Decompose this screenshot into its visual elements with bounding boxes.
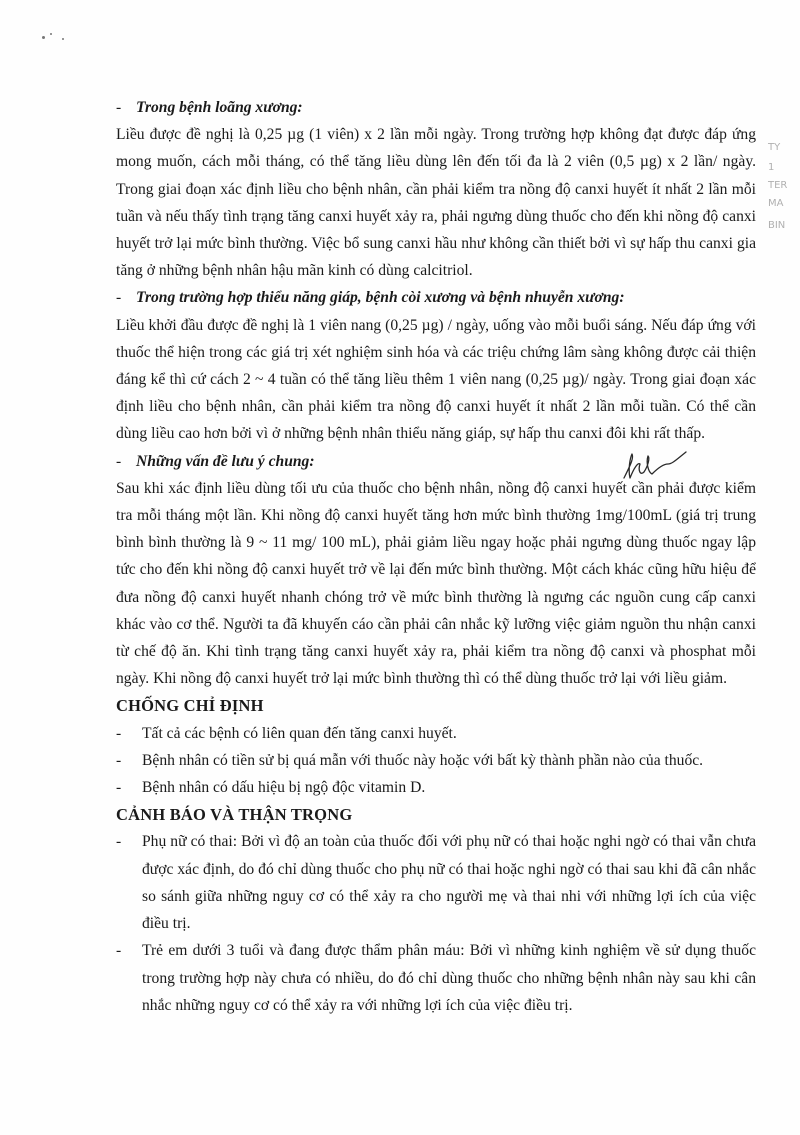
list-item bbox=[116, 720, 756, 747]
osteoporosis-paragraph: Liều được đề nghị là 0,25 µg (1 viên) x 2 lần mỗi ngày. Trong trường hợp không đạt được đáp ứng mong muốn, cách mỗi tháng, có thể tăng liều dùng lên đến tối đa là 2 viên (0,5 µg) x 2 lần/ ngày. Trong giai đoạn xác định liều cho bệnh nhân, cần phải kiểm tra nồng độ canxi huyết ít nhất 2 lần mỗi tuần và nếu thấy tình trạng tăng canxi huyết xảy ra, phải ngưng dùng thuốc cho đến khi nồng độ canxi huyết trở lại mức bình thường. Việc bổ sung canxi hầu như không cần thiết bởi vì sự hấp thu canxi gia tăng ở những bệnh nhân hậu mãn kinh có dùng calcitriol. bbox=[116, 126, 756, 280]
scan-speck bbox=[50, 33, 52, 35]
contraindication-text: Bệnh nhân có tiền sử bị quá mẫn với thuốc này hoặc với bất kỳ thành phần nào của thuốc. bbox=[142, 751, 704, 769]
warnings-heading: CẢNH BÁO VÀ THẬN TRỌNG bbox=[116, 805, 353, 825]
document-body bbox=[116, 94, 756, 1019]
general-notes-heading: Những vấn đề lưu ý chung: bbox=[136, 452, 315, 470]
stamp-fragment: TY bbox=[768, 142, 781, 153]
warning-text: Trẻ em dưới 3 tuổi và đang được thẩm phân máu: Bởi vì những kinh nghiệm về sử dụng thuốc trong trường hợp này chưa có nhiều, do đó chỉ dùng thuốc cho những bệnh nhân này sau khi cân nhắc những nguy cơ có thể xảy ra với những lợi ích của việc điều trị. bbox=[142, 942, 756, 1014]
list-item bbox=[116, 828, 756, 937]
list-item bbox=[116, 937, 756, 1019]
list-item bbox=[116, 774, 756, 801]
scan-speck bbox=[62, 38, 64, 40]
contraindication-text: Tất cả các bệnh có liên quan đến tăng canxi huyết. bbox=[142, 724, 457, 742]
bullet-dash: - bbox=[116, 99, 122, 116]
margin-stamp bbox=[760, 100, 800, 250]
osteoporosis-heading: Trong bệnh loãng xương: bbox=[136, 99, 303, 116]
bullet-dash: - bbox=[116, 452, 122, 470]
stamp-fragment: MA bbox=[768, 198, 784, 209]
bullet-dash: - bbox=[116, 779, 122, 797]
hypoparathyroidism-paragraph: Liều khởi đầu được đề nghị là 1 viên nang (0,25 µg) / ngày, uống vào mỗi buổi sáng. Nếu đáp ứng với thuốc thể hiện trong các giá trị xét nghiệm sinh hóa và các triệu chứng lâm sàng không được cải thiện đáng kể thì cứ cách 2 ~ 4 tuần có thể tăng liều thêm 1 viên nang (0,25 µg)/ ngày. Trong giai đoạn xác định liều cho bệnh nhân, cần phải kiểm tra nồng độ canxi huyết ít nhất 2 lần mỗi tuần. Có thể cần dùng liều cao hơn bởi vì ở những bệnh nhân thiểu năng giáp, sự hấp thu canxi đôi khi rất thấp. bbox=[116, 316, 756, 443]
scan-speck bbox=[42, 36, 45, 39]
section-subheading bbox=[116, 94, 756, 121]
warning-text: Phụ nữ có thai: Bởi vì độ an toàn của thuốc đối với phụ nữ có thai hoặc nghi ngờ có thai vẫn chưa được xác định, do đó chỉ dùng thuốc cho phụ nữ có thai hoặc nghi ngờ có thai sau khi đã cân nhắc so sánh giữa những nguy cơ có thể xảy ra cho người mẹ và thai nhi với những lợi ích của việc điều trị. bbox=[142, 833, 756, 933]
general-notes-paragraph: Sau khi xác định liều dùng tối ưu của thuốc cho bệnh nhân, nồng độ canxi huyết cần phải được kiểm tra mỗi tháng một lần. Khi nồng độ canxi huyết tăng hơn mức bình thường 1mg/100mL (giá trị trung bình bình thường là 9 ~ 11 mg/ 100 mL), phải giảm liều ngay hoặc phải ngưng dùng thuốc ngay lập tức cho đến khi nồng độ canxi huyết trở về lại đến mức bình thường. Một cách khác cũng hữu hiệu để đưa nồng độ canxi huyết nhanh chóng trở về mức bình thường là ngưng các nguồn cung cấp canxi khác vào cơ thể. Người ta đã khuyến cáo cần phải cân nhắc kỹ lưỡng việc giảm nguồn thu nhận canxi từ chế độ ăn. Khi tình trạng tăng canxi huyết xảy ra, phải kiểm tra nồng độ canxi và phosphat mỗi ngày. Khi nồng độ canxi huyết trở lại mức bình thường thì có thể dùng thuốc trở lại với liều giảm. bbox=[116, 479, 756, 688]
contraindication-text: Bệnh nhân có dấu hiệu bị ngộ độc vitamin D. bbox=[142, 779, 426, 797]
list-item bbox=[116, 747, 756, 774]
bullet-dash: - bbox=[116, 942, 122, 960]
section-subheading bbox=[116, 284, 756, 311]
hypoparathyroidism-heading: Trong trường hợp thiểu năng giáp, bệnh còi xương và bệnh nhuyễn xương: bbox=[136, 289, 625, 307]
section-subheading bbox=[116, 448, 756, 475]
contraindications-heading: CHỐNG CHỈ ĐỊNH bbox=[116, 696, 264, 716]
bullet-dash: - bbox=[116, 724, 122, 742]
stamp-fragment: TER bbox=[768, 180, 788, 191]
bullet-dash: - bbox=[116, 833, 122, 851]
stamp-fragment: 1 bbox=[768, 162, 775, 173]
bullet-dash: - bbox=[116, 751, 122, 769]
bullet-dash: - bbox=[116, 289, 122, 307]
stamp-fragment: BIN bbox=[768, 220, 786, 231]
